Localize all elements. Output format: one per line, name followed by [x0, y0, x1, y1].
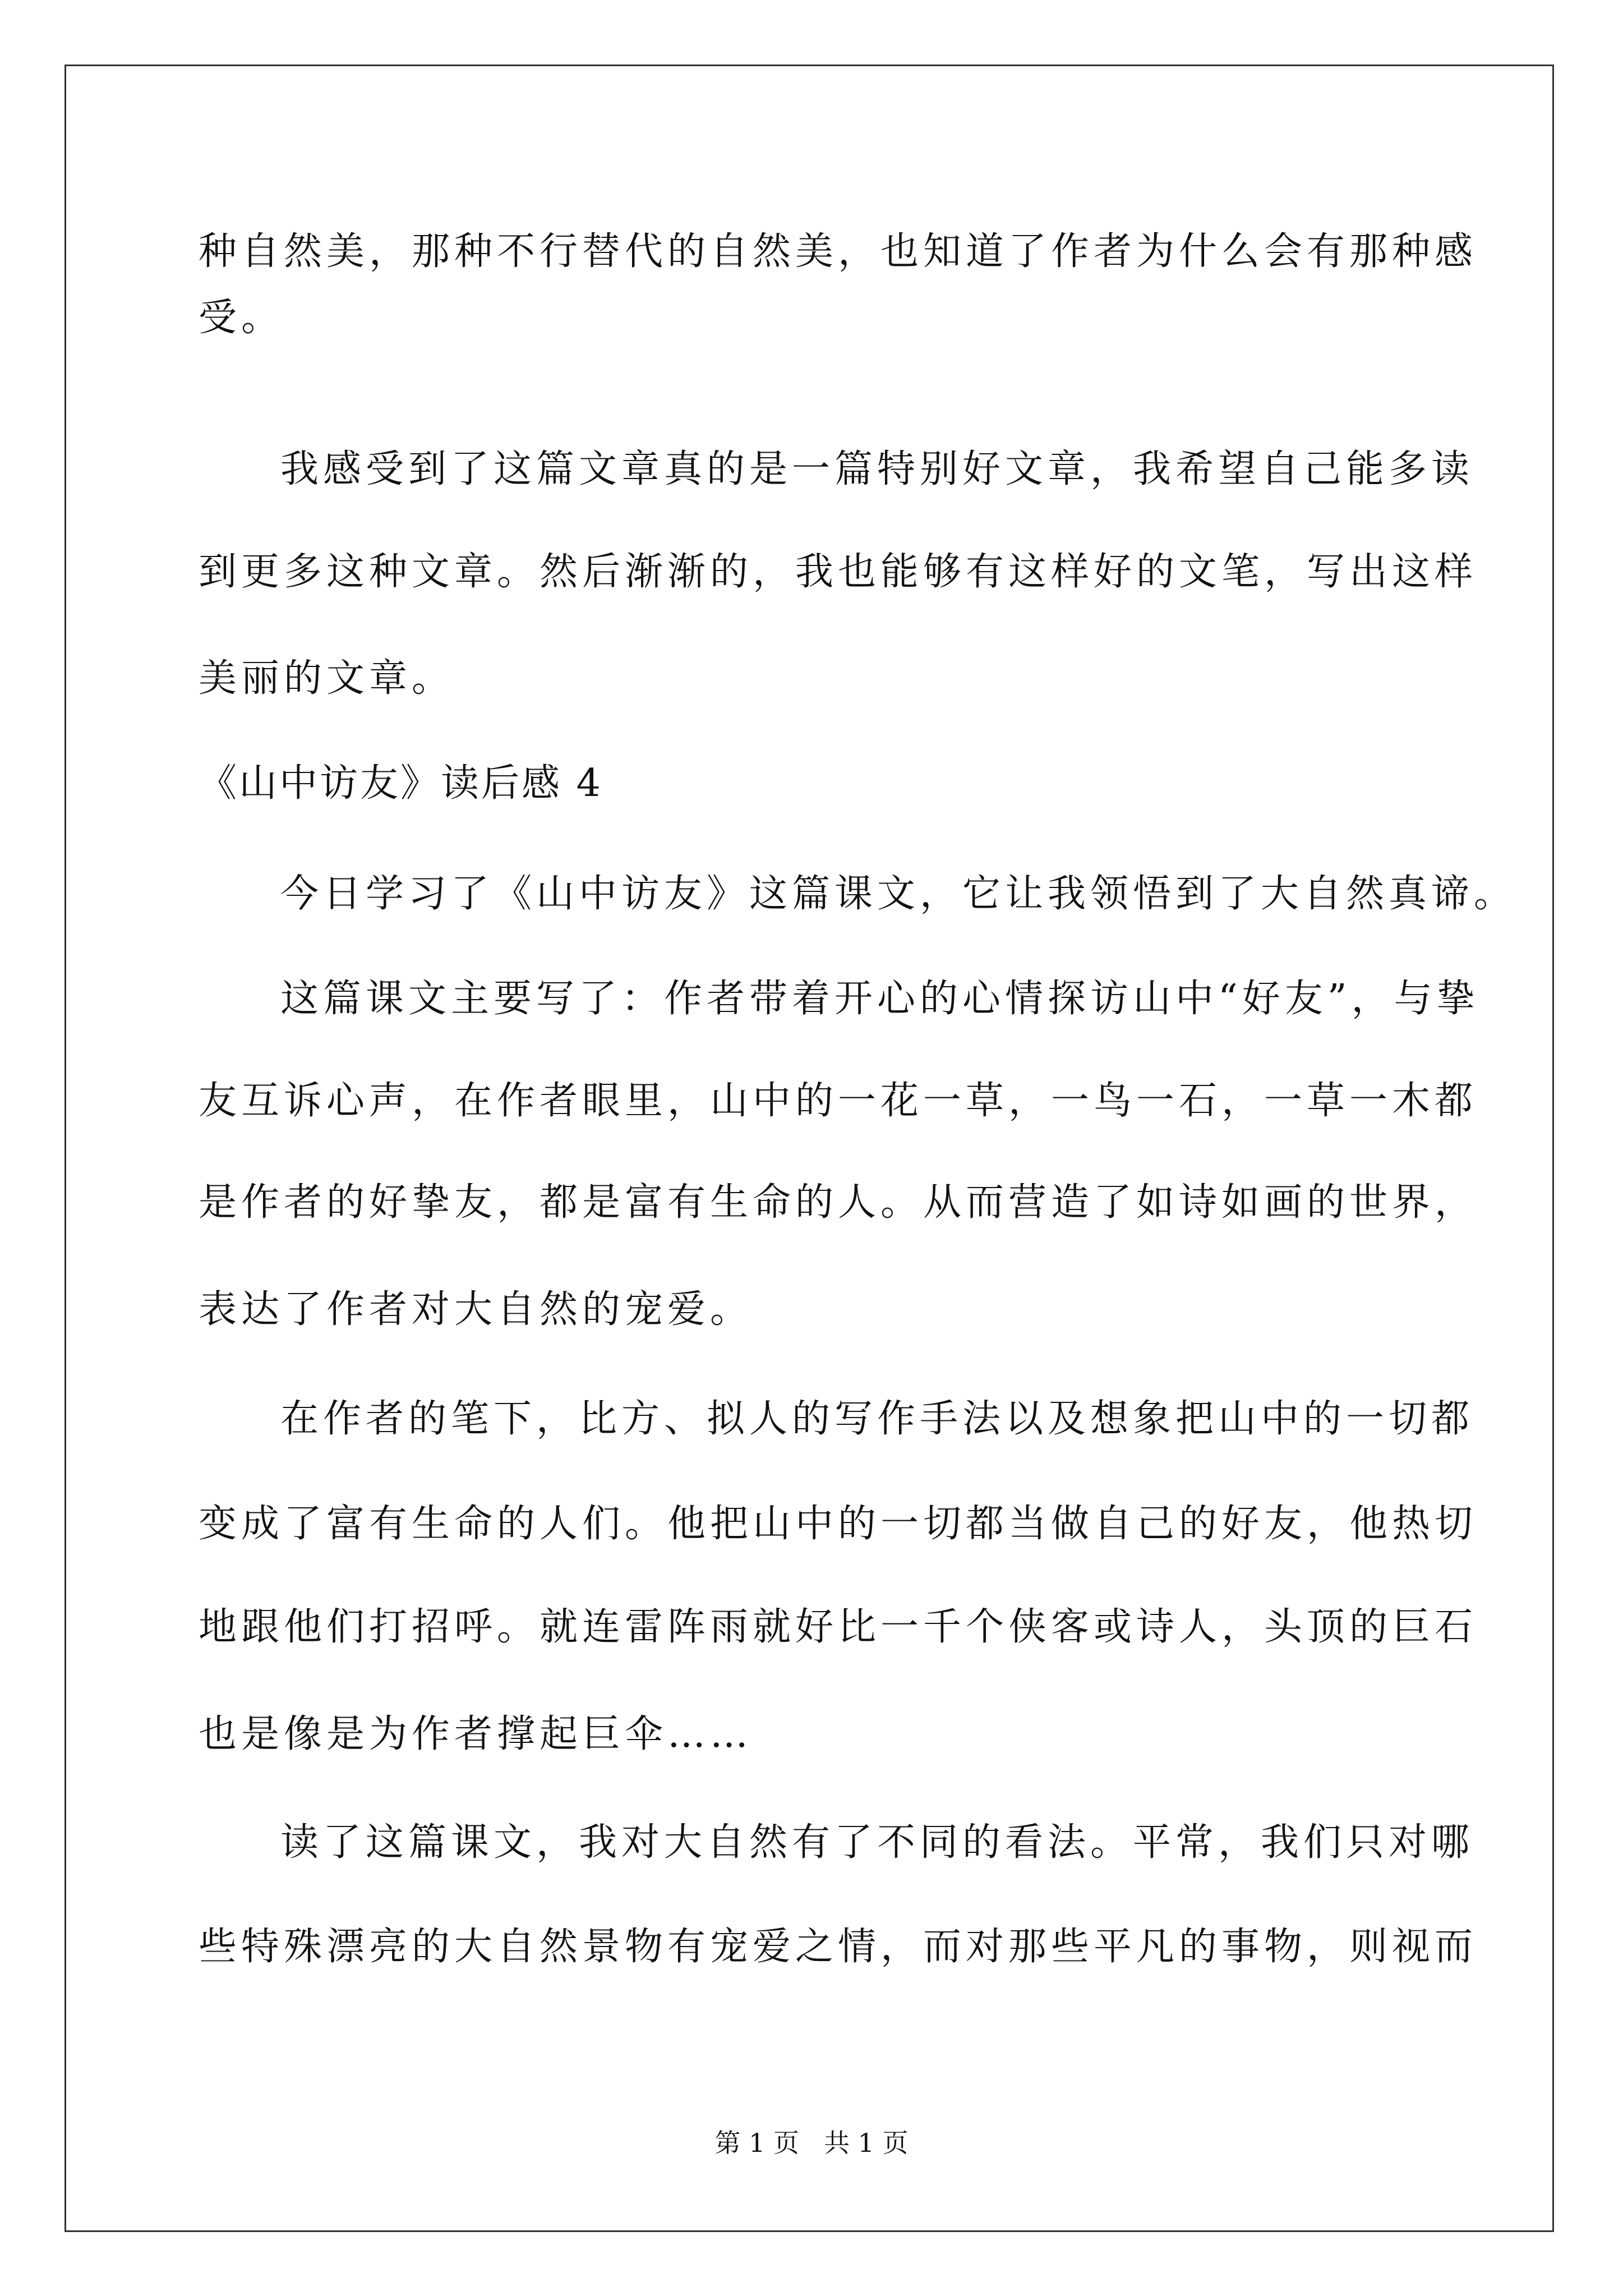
body-line: 美丽的文章。 — [199, 656, 455, 701]
page-frame — [64, 65, 1554, 2232]
page-footer — [0, 2127, 1623, 2159]
body-line: 地跟他们打招呼。就连雷阵雨就好比一千个侠客或诗人，头顶的巨石 — [199, 1605, 1478, 1649]
paragraph-first-line: 我感受到了这篇文章真的是一篇特别好文章，我希望自己能多读 — [280, 447, 1474, 491]
section-heading: 《山中访友》读后感 4 — [199, 761, 603, 806]
body-line: 友互诉心声，在作者眼里，山中的一花一草，一鸟一石，一草一木都 — [199, 1079, 1478, 1123]
body-line: 到更多这种文章。然后渐渐的，我也能够有这样好的文笔，写出这样 — [199, 550, 1478, 594]
page-total: 共 1 页 — [824, 2128, 909, 2158]
paragraph-first-line: 读了这篇课文，我对大自然有了不同的看法。平常，我们只对哪 — [280, 1820, 1474, 1865]
body-line: 也是像是为作者撑起巨伞…… — [199, 1712, 753, 1756]
paragraph-first-line: 在作者的笔下，比方、拟人的写作手法以及想象把山中的一切都 — [280, 1397, 1474, 1441]
paragraph-first-line: 这篇课文主要写了：作者带着开心的心情探访山中“好友”，与挚 — [280, 977, 1479, 1021]
page-number: 第 1 页 — [714, 2128, 799, 2158]
body-line: 些特殊漂亮的大自然景物有宠爱之情，而对那些平凡的事物，则视而 — [199, 1925, 1478, 1969]
paragraph-first-line: 今日学习了《山中访友》这篇课文，它让我领悟到了大自然真谛。 — [280, 872, 1517, 916]
body-line: 是作者的好挚友，都是富有生命的人。从而营造了如诗如画的世界， — [199, 1180, 1478, 1225]
body-line: 受。 — [199, 296, 284, 340]
body-line: 变成了富有生命的人们。他把山中的一切都当做自己的好友，他热切 — [199, 1502, 1478, 1546]
body-line: 种自然美，那种不行替代的自然美，也知道了作者为什么会有那种感 — [199, 229, 1478, 274]
body-line: 表达了作者对大自然的宠爱。 — [199, 1287, 753, 1332]
